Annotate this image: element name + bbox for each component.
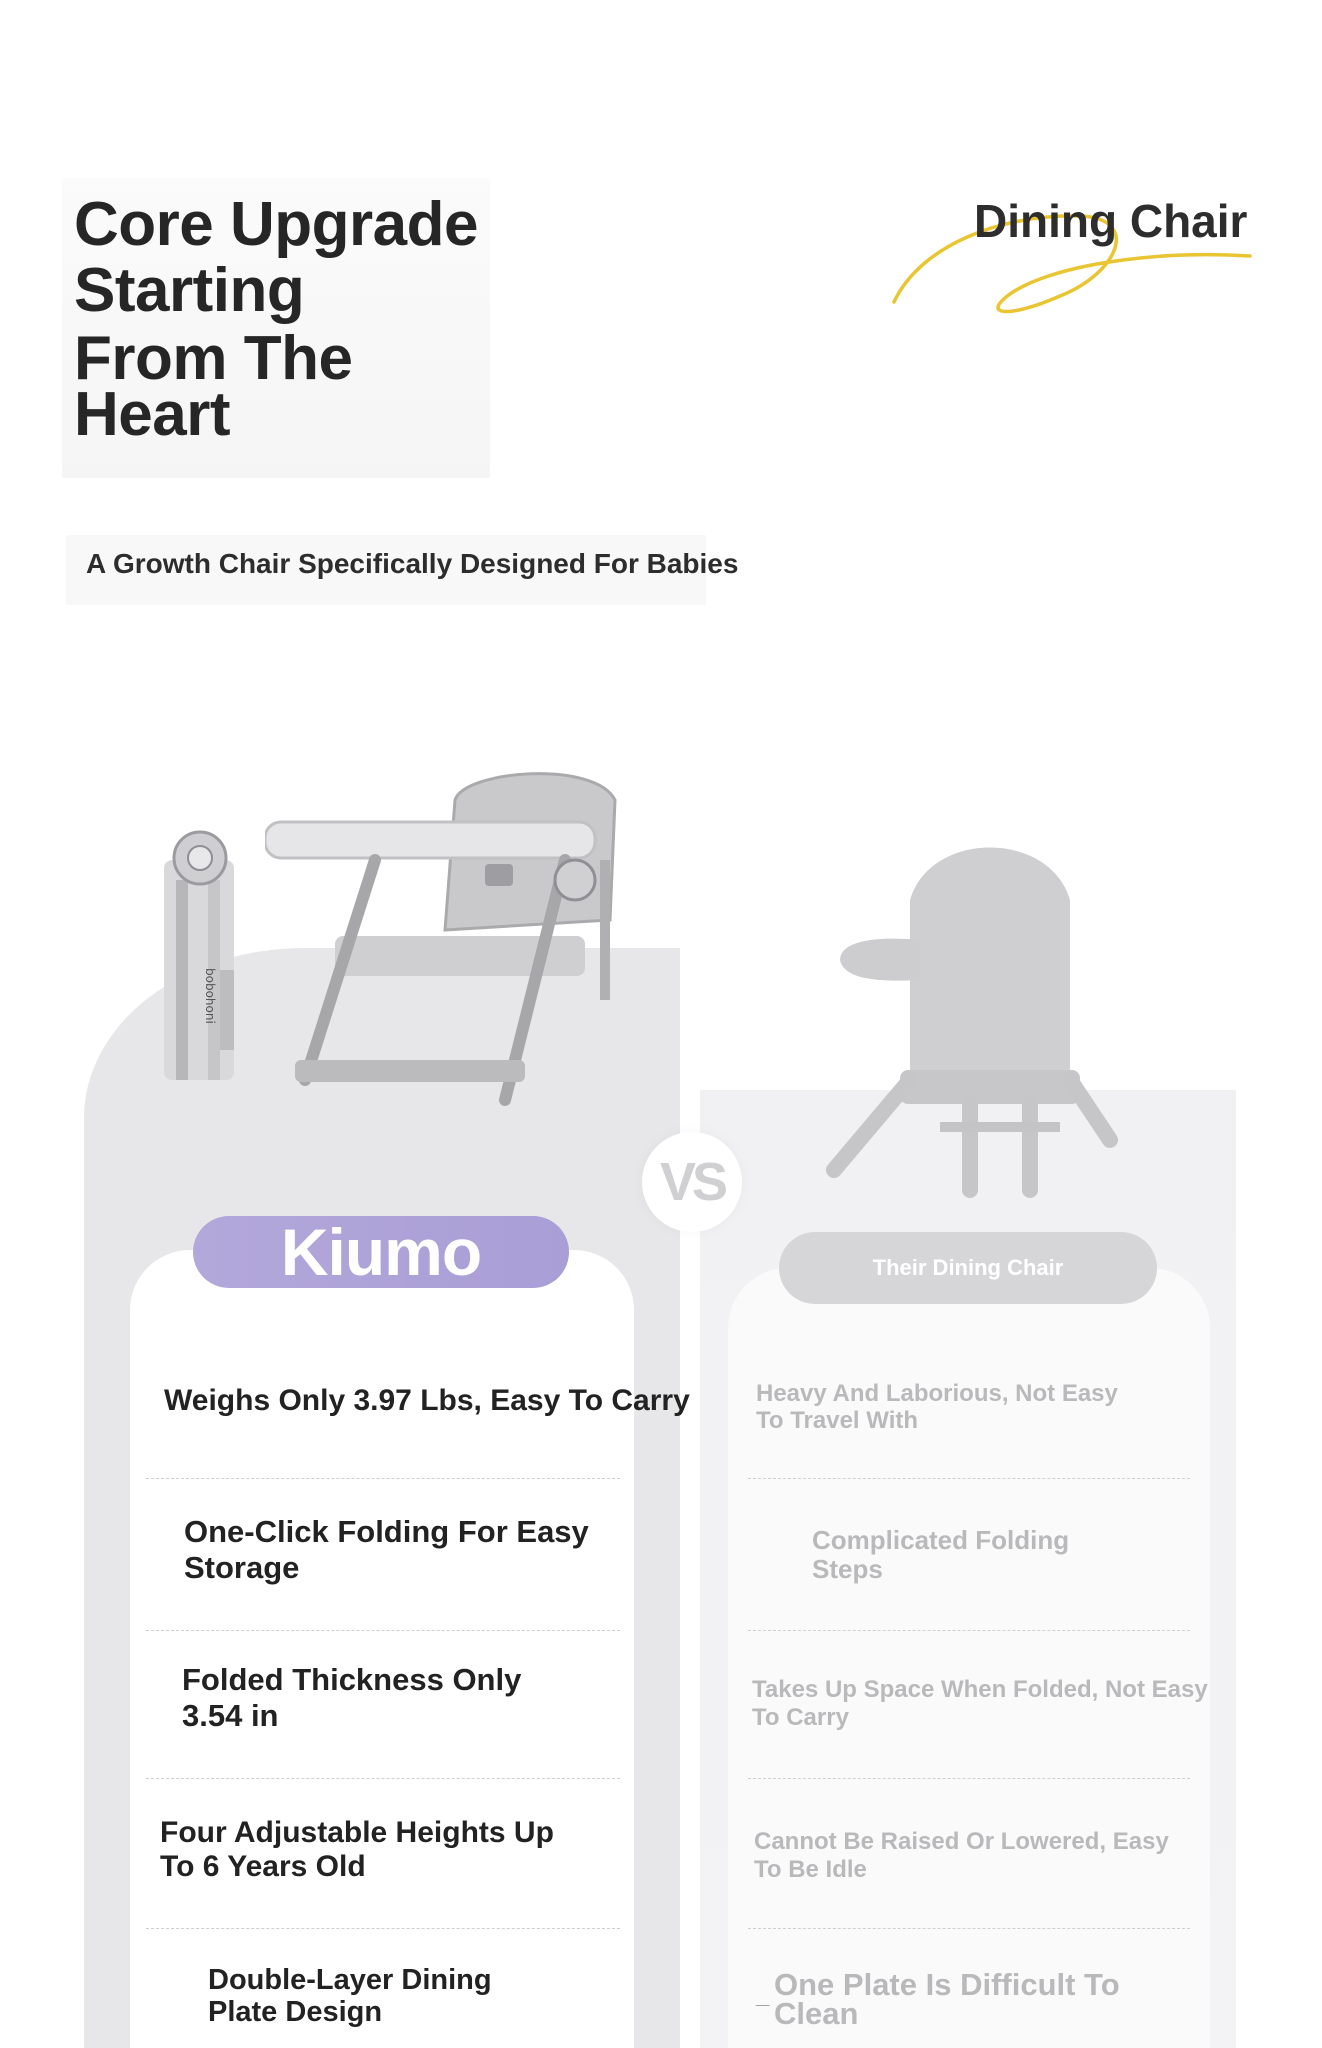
folded-chair-image bbox=[150, 820, 250, 1100]
competitor-con-plate: One Plate Is Difficult To Clean bbox=[774, 1967, 1120, 2031]
divider bbox=[146, 1928, 620, 1929]
their-chair-badge: Their Dining Chair bbox=[779, 1232, 1157, 1304]
divider bbox=[748, 1478, 1190, 1479]
divider bbox=[748, 1928, 1190, 1929]
divider bbox=[146, 1630, 620, 1631]
divider bbox=[146, 1778, 620, 1779]
competitor-chair-image bbox=[820, 840, 1120, 1210]
kiumo-feature-folding: One-Click Folding For Easy Storage bbox=[184, 1514, 589, 1585]
page-headline bbox=[74, 192, 494, 448]
folded-chair-logo: bobohoni bbox=[203, 968, 217, 1024]
headline-line-1: Core Upgrade bbox=[74, 190, 478, 259]
kiumo-feature-plate: Double-Layer Dining Plate Design bbox=[208, 1964, 492, 2028]
competitor-con-height: Cannot Be Raised Or Lowered, Easy To Be Idle bbox=[754, 1828, 1169, 1883]
competitor-con-weight: Heavy And Laborious, Not Easy To Travel With bbox=[756, 1380, 1118, 1434]
dining-chair-tag: Dining Chair bbox=[974, 195, 1248, 247]
open-chair-image bbox=[265, 760, 645, 1130]
divider bbox=[748, 1778, 1190, 1779]
competitor-con-folding: Complicated Folding Steps bbox=[812, 1525, 1070, 1584]
page-subtitle: A Growth Chair Specifically Designed For Babies bbox=[86, 548, 739, 579]
vs-badge: VS bbox=[642, 1132, 742, 1232]
kiumo-feature-thickness: Folded Thickness Only 3.54 in bbox=[182, 1662, 522, 1733]
headline-line-4: Heart bbox=[74, 380, 231, 449]
headline-line-2: Starting bbox=[74, 256, 305, 325]
kiumo-feature-weight: Weighs Only 3.97 Lbs, Easy To Carry bbox=[164, 1384, 690, 1417]
divider bbox=[748, 1630, 1190, 1631]
kiumo-brand-badge: Kiumo bbox=[193, 1216, 569, 1288]
competitor-con-prefix: _ bbox=[756, 1982, 770, 2009]
kiumo-feature-heights: Four Adjustable Heights Up To 6 Years Old bbox=[160, 1816, 554, 1883]
headline-line-3: From The bbox=[74, 324, 353, 393]
competitor-con-space: Takes Up Space When Folded, Not Easy To Carry bbox=[752, 1676, 1208, 1731]
divider bbox=[146, 1478, 620, 1479]
